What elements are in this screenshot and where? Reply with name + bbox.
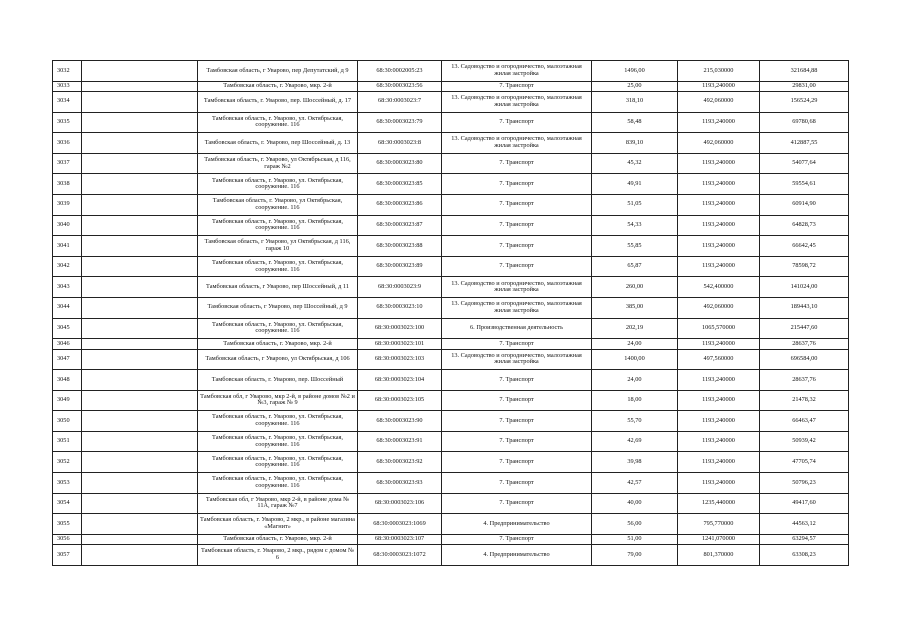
- blank-cell: [82, 493, 198, 514]
- table-row: [53, 215, 849, 236]
- row-number: 3054: [53, 493, 82, 514]
- cadastral-number-cell: 68:30:0003023:93: [358, 473, 442, 494]
- specific-value-cell: 1193,240000: [678, 112, 760, 133]
- specific-value-cell: 492,060000: [678, 133, 760, 154]
- address-cell: Тамбовская область, г. Уварово, 2 мкр., рядом с домом № 6: [198, 545, 358, 566]
- land-use-cell: 7. Транспорт: [442, 390, 592, 411]
- area-cell: 260,00: [592, 277, 678, 298]
- blank-cell: [82, 452, 198, 473]
- table-row: [53, 370, 849, 391]
- land-use-cell: 13. Садоводство и огородничество, малоэтажная жилая застройка: [442, 91, 592, 112]
- land-use-cell: 7. Транспорт: [442, 174, 592, 195]
- land-use-cell: 4. Предпринимательство: [442, 514, 592, 535]
- table-row: [53, 153, 849, 174]
- area-cell: 24,00: [592, 339, 678, 349]
- address-cell: Тамбовская область, г. Уварово, ул Октябрьская, сооружение. 116: [198, 194, 358, 215]
- cadastral-value-cell: 29831,00: [760, 81, 849, 91]
- specific-value-cell: 1193,240000: [678, 370, 760, 391]
- address-cell: Тамбовская область, г. Уварово, ул. Октябрьская, сооружение. 116: [198, 411, 358, 432]
- row-number: 3039: [53, 194, 82, 215]
- specific-value-cell: 1193,240000: [678, 194, 760, 215]
- blank-cell: [82, 153, 198, 174]
- specific-value-cell: 1065,570000: [678, 318, 760, 339]
- table-row: [53, 390, 849, 411]
- area-cell: 25,00: [592, 81, 678, 91]
- area-cell: 45,32: [592, 153, 678, 174]
- cadastral-number-cell: 68:30:0003023:91: [358, 431, 442, 452]
- cadastral-value-cell: 21478,32: [760, 390, 849, 411]
- cadastral-value-cell: 60914,90: [760, 194, 849, 215]
- cadastral-number-cell: 68:30:0003023:90: [358, 411, 442, 432]
- table-body: [53, 61, 849, 566]
- table-row: [53, 112, 849, 133]
- row-number: 3036: [53, 133, 82, 154]
- row-number: 3045: [53, 318, 82, 339]
- blank-cell: [82, 411, 198, 432]
- cadastral-value-cell: 66463,47: [760, 411, 849, 432]
- address-cell: Тамбовская область, г. Уварово, 2 мкр., в районе магазина «Магнит»: [198, 514, 358, 535]
- address-cell: Тамбовская область, г Уварово, пер Шоссейный, д 9: [198, 297, 358, 318]
- address-cell: Тамбовская область, г. Уварово, мкр. 2-й: [198, 81, 358, 91]
- specific-value-cell: 1193,240000: [678, 411, 760, 432]
- table-row: [53, 493, 849, 514]
- specific-value-cell: 542,400000: [678, 277, 760, 298]
- area-cell: 65,87: [592, 256, 678, 277]
- specific-value-cell: 1193,240000: [678, 81, 760, 91]
- row-number: 3042: [53, 256, 82, 277]
- area-cell: 385,00: [592, 297, 678, 318]
- row-number: 3043: [53, 277, 82, 298]
- area-cell: 839,10: [592, 133, 678, 154]
- cadastral-number-cell: 68:30:0003023:104: [358, 370, 442, 391]
- area-cell: 79,00: [592, 545, 678, 566]
- specific-value-cell: 1193,240000: [678, 390, 760, 411]
- specific-value-cell: 1193,240000: [678, 339, 760, 349]
- land-use-cell: 4. Предпринимательство: [442, 545, 592, 566]
- blank-cell: [82, 81, 198, 91]
- specific-value-cell: 492,060000: [678, 91, 760, 112]
- cadastral-value-cell: 63294,57: [760, 534, 849, 544]
- land-use-cell: 7. Транспорт: [442, 256, 592, 277]
- land-use-cell: 13. Садоводство и огородничество, малоэтажная жилая застройка: [442, 133, 592, 154]
- blank-cell: [82, 133, 198, 154]
- table-row: [53, 431, 849, 452]
- cadastral-number-cell: 68:30:0003023:103: [358, 349, 442, 370]
- area-cell: 55,85: [592, 236, 678, 257]
- row-number: 3047: [53, 349, 82, 370]
- area-cell: 55,70: [592, 411, 678, 432]
- blank-cell: [82, 194, 198, 215]
- cadastral-number-cell: 68:30:0003023:88: [358, 236, 442, 257]
- blank-cell: [82, 277, 198, 298]
- row-number: 3032: [53, 61, 82, 82]
- area-cell: 24,00: [592, 370, 678, 391]
- specific-value-cell: 1193,240000: [678, 473, 760, 494]
- row-number: 3034: [53, 91, 82, 112]
- specific-value-cell: 1193,240000: [678, 431, 760, 452]
- address-cell: Тамбовская область, г. Уварово, ул. Октябрьская, сооружение. 116: [198, 473, 358, 494]
- land-use-cell: 7. Транспорт: [442, 370, 592, 391]
- row-number: 3052: [53, 452, 82, 473]
- table-row: [53, 133, 849, 154]
- address-cell: Тамбовская область, г. Уварово, ул. Октябрьская, сооружение. 116: [198, 215, 358, 236]
- table-row: [53, 236, 849, 257]
- address-cell: Тамбовская область, г Уварово, ул Октябрьская, д 106: [198, 349, 358, 370]
- specific-value-cell: 1193,240000: [678, 174, 760, 195]
- cadastral-number-cell: 68:30:0003023:105: [358, 390, 442, 411]
- cadastral-number-cell: 68:30:0003023:101: [358, 339, 442, 349]
- address-cell: Тамбовская область, г. Уварово, ул. Октябрьская, сооружение. 116: [198, 174, 358, 195]
- cadastral-value-cell: 63308,23: [760, 545, 849, 566]
- row-number: 3046: [53, 339, 82, 349]
- table-row: [53, 194, 849, 215]
- cadastral-number-cell: 68:30:0003023:1069: [358, 514, 442, 535]
- area-cell: 40,00: [592, 493, 678, 514]
- blank-cell: [82, 318, 198, 339]
- cadastral-value-cell: 59554,61: [760, 174, 849, 195]
- table-row: [53, 318, 849, 339]
- row-number: 3051: [53, 431, 82, 452]
- cadastral-value-cell: 215447,60: [760, 318, 849, 339]
- cadastral-value-cell: 696584,00: [760, 349, 849, 370]
- blank-cell: [82, 215, 198, 236]
- cadastral-value-cell: 54077,64: [760, 153, 849, 174]
- table-row: [53, 514, 849, 535]
- area-cell: 39,98: [592, 452, 678, 473]
- cadastral-value-cell: 47705,74: [760, 452, 849, 473]
- specific-value-cell: 492,060000: [678, 297, 760, 318]
- cadastral-number-cell: 68:30:0003023:106: [358, 493, 442, 514]
- land-use-cell: 7. Транспорт: [442, 493, 592, 514]
- address-cell: Тамбовская область, г. Уварово, мкр. 2-й: [198, 534, 358, 544]
- specific-value-cell: 1193,240000: [678, 452, 760, 473]
- cadastral-value-cell: 28637,76: [760, 339, 849, 349]
- land-use-cell: 6. Производственная деятельность: [442, 318, 592, 339]
- cadastral-value-cell: 64828,73: [760, 215, 849, 236]
- area-cell: 49,91: [592, 174, 678, 195]
- area-cell: 18,00: [592, 390, 678, 411]
- address-cell: Тамбовская область, г Уварово, пер Депутатский, д 9: [198, 61, 358, 82]
- land-use-cell: 13. Садоводство и огородничество, малоэтажная жилая застройка: [442, 349, 592, 370]
- table-row: [53, 473, 849, 494]
- area-cell: 58,48: [592, 112, 678, 133]
- blank-cell: [82, 431, 198, 452]
- area-cell: 1400,00: [592, 349, 678, 370]
- row-number: 3035: [53, 112, 82, 133]
- address-cell: Тамбовская область, г. Уварово, ул. Октябрьская, сооружение. 116: [198, 256, 358, 277]
- cadastral-number-cell: 68:30:0003023:9: [358, 277, 442, 298]
- table-row: [53, 277, 849, 298]
- land-use-cell: 7. Транспорт: [442, 194, 592, 215]
- row-number: 3044: [53, 297, 82, 318]
- cadastral-number-cell: 68:30:0003023:100: [358, 318, 442, 339]
- cadastral-number-cell: 68:30:0003023:1072: [358, 545, 442, 566]
- cadastral-number-cell: 68:30:0003023:87: [358, 215, 442, 236]
- row-number: 3041: [53, 236, 82, 257]
- cadastral-number-cell: 68:30:0003023:10: [358, 297, 442, 318]
- row-number: 3056: [53, 534, 82, 544]
- land-use-cell: 7. Транспорт: [442, 534, 592, 544]
- specific-value-cell: 795,770000: [678, 514, 760, 535]
- specific-value-cell: 1193,240000: [678, 153, 760, 174]
- land-use-cell: 7. Транспорт: [442, 473, 592, 494]
- blank-cell: [82, 370, 198, 391]
- cadastral-number-cell: 68:30:0003023:86: [358, 194, 442, 215]
- cadastral-number-cell: 68:30:0003023:56: [358, 81, 442, 91]
- blank-cell: [82, 473, 198, 494]
- blank-cell: [82, 534, 198, 544]
- address-cell: Тамбовская область, г. Уварово, пер. Шоссейный, д. 17: [198, 91, 358, 112]
- area-cell: 54,33: [592, 215, 678, 236]
- area-cell: 51,05: [592, 194, 678, 215]
- cadastral-value-cell: 44563,12: [760, 514, 849, 535]
- land-use-cell: 7. Транспорт: [442, 431, 592, 452]
- table-row: [53, 256, 849, 277]
- area-cell: 1496,00: [592, 61, 678, 82]
- row-number: 3038: [53, 174, 82, 195]
- cadastral-value-cell: 28637,76: [760, 370, 849, 391]
- table-row: [53, 349, 849, 370]
- area-cell: 202,19: [592, 318, 678, 339]
- area-cell: 42,57: [592, 473, 678, 494]
- row-number: 3040: [53, 215, 82, 236]
- address-cell: Тамбовская область, г. Уварово, ул. Октябрьская, сооружение. 116: [198, 112, 358, 133]
- blank-cell: [82, 390, 198, 411]
- blank-cell: [82, 349, 198, 370]
- row-number: 3049: [53, 390, 82, 411]
- address-cell: Тамбовская область, г Уварово, ул Октябрьская, д 116, гараж 10: [198, 236, 358, 257]
- table-row: [53, 174, 849, 195]
- table-row: [53, 91, 849, 112]
- cadastral-number-cell: 68:30:0002005:23: [358, 61, 442, 82]
- land-use-cell: 7. Транспорт: [442, 339, 592, 349]
- address-cell: Тамбовская область, г. Уварово, пер Шоссейный, д. 13: [198, 133, 358, 154]
- row-number: 3053: [53, 473, 82, 494]
- land-use-cell: 7. Транспорт: [442, 411, 592, 432]
- land-use-cell: 7. Транспорт: [442, 81, 592, 91]
- specific-value-cell: 215,030000: [678, 61, 760, 82]
- cadastral-value-cell: 78598,72: [760, 256, 849, 277]
- cadastral-value-cell: 321684,88: [760, 61, 849, 82]
- cadastral-number-cell: 68:30:0003023:7: [358, 91, 442, 112]
- land-use-cell: 13. Садоводство и огородничество, малоэтажная жилая застройка: [442, 277, 592, 298]
- address-cell: Тамбовская область, г. Уварово, мкр. 2-й: [198, 339, 358, 349]
- land-use-cell: 7. Транспорт: [442, 153, 592, 174]
- cadastral-value-cell: 49417,60: [760, 493, 849, 514]
- address-cell: Тамбовская обл, г Уварово, мкр 2-й, в районе домов №2 и №3, гараж № 9: [198, 390, 358, 411]
- cadastral-number-cell: 68:30:0003023:80: [358, 153, 442, 174]
- row-number: 3033: [53, 81, 82, 91]
- table-row: [53, 297, 849, 318]
- cadastral-number-cell: 68:30:0003023:89: [358, 256, 442, 277]
- land-use-cell: 13. Садоводство и огородничество, малоэтажная жилая застройка: [442, 297, 592, 318]
- blank-cell: [82, 339, 198, 349]
- land-use-cell: 13. Садоводство и огородничество, малоэтажная жилая застройка: [442, 61, 592, 82]
- land-use-cell: 7. Транспорт: [442, 215, 592, 236]
- area-cell: 51,00: [592, 534, 678, 544]
- cadastral-value-cell: 189443,10: [760, 297, 849, 318]
- cadastral-value-cell: 66642,45: [760, 236, 849, 257]
- blank-cell: [82, 61, 198, 82]
- cadastral-value-cell: 156524,29: [760, 91, 849, 112]
- cadastral-number-cell: 68:30:0003023:79: [358, 112, 442, 133]
- cadastral-value-table: [52, 60, 849, 566]
- row-number: 3037: [53, 153, 82, 174]
- table-row: [53, 411, 849, 432]
- cadastral-value-cell: 141024,00: [760, 277, 849, 298]
- address-cell: Тамбовская область, г. Уварово, ул. Октябрьская, сооружение. 116: [198, 431, 358, 452]
- specific-value-cell: 1193,240000: [678, 256, 760, 277]
- cadastral-value-cell: 50939,42: [760, 431, 849, 452]
- blank-cell: [82, 91, 198, 112]
- address-cell: Тамбовская обл, г Уварово, мкр 2-й, в районе дома № 11А, гараж №7: [198, 493, 358, 514]
- area-cell: 318,10: [592, 91, 678, 112]
- cadastral-number-cell: 68:30:0003023:85: [358, 174, 442, 195]
- specific-value-cell: 1193,240000: [678, 215, 760, 236]
- table-row: [53, 534, 849, 544]
- address-cell: Тамбовская область, г. Уварово, ул Октябрьская, д 116, гараж №2: [198, 153, 358, 174]
- specific-value-cell: 1193,240000: [678, 236, 760, 257]
- table-row: [53, 81, 849, 91]
- cadastral-value-cell: 412887,55: [760, 133, 849, 154]
- blank-cell: [82, 174, 198, 195]
- specific-value-cell: 497,560000: [678, 349, 760, 370]
- blank-cell: [82, 545, 198, 566]
- table-row: [53, 545, 849, 566]
- cadastral-value-cell: 50796,23: [760, 473, 849, 494]
- address-cell: Тамбовская область, г. Уварово, ул. Октябрьская, сооружение. 116: [198, 452, 358, 473]
- blank-cell: [82, 256, 198, 277]
- address-cell: Тамбовская область, г. Уварово, пер. Шоссейный: [198, 370, 358, 391]
- table-row: [53, 452, 849, 473]
- land-use-cell: 7. Транспорт: [442, 112, 592, 133]
- land-use-cell: 7. Транспорт: [442, 452, 592, 473]
- cadastral-number-cell: 68:30:0003023:8: [358, 133, 442, 154]
- row-number: 3050: [53, 411, 82, 432]
- row-number: 3048: [53, 370, 82, 391]
- cadastral-number-cell: 68:30:0003023:92: [358, 452, 442, 473]
- row-number: 3057: [53, 545, 82, 566]
- area-cell: 42,69: [592, 431, 678, 452]
- blank-cell: [82, 514, 198, 535]
- cadastral-value-cell: 69780,68: [760, 112, 849, 133]
- blank-cell: [82, 297, 198, 318]
- address-cell: Тамбовская область, г Уварово, пер Шоссейный, д 11: [198, 277, 358, 298]
- blank-cell: [82, 236, 198, 257]
- specific-value-cell: 1235,440000: [678, 493, 760, 514]
- table-row: [53, 339, 849, 349]
- specific-value-cell: 1241,070000: [678, 534, 760, 544]
- specific-value-cell: 801,370000: [678, 545, 760, 566]
- land-use-cell: 7. Транспорт: [442, 236, 592, 257]
- cadastral-number-cell: 68:30:0003023:107: [358, 534, 442, 544]
- table-row: [53, 61, 849, 82]
- blank-cell: [82, 112, 198, 133]
- address-cell: Тамбовская область, г. Уварово, ул. Октябрьская, сооружение. 116: [198, 318, 358, 339]
- row-number: 3055: [53, 514, 82, 535]
- area-cell: 56,00: [592, 514, 678, 535]
